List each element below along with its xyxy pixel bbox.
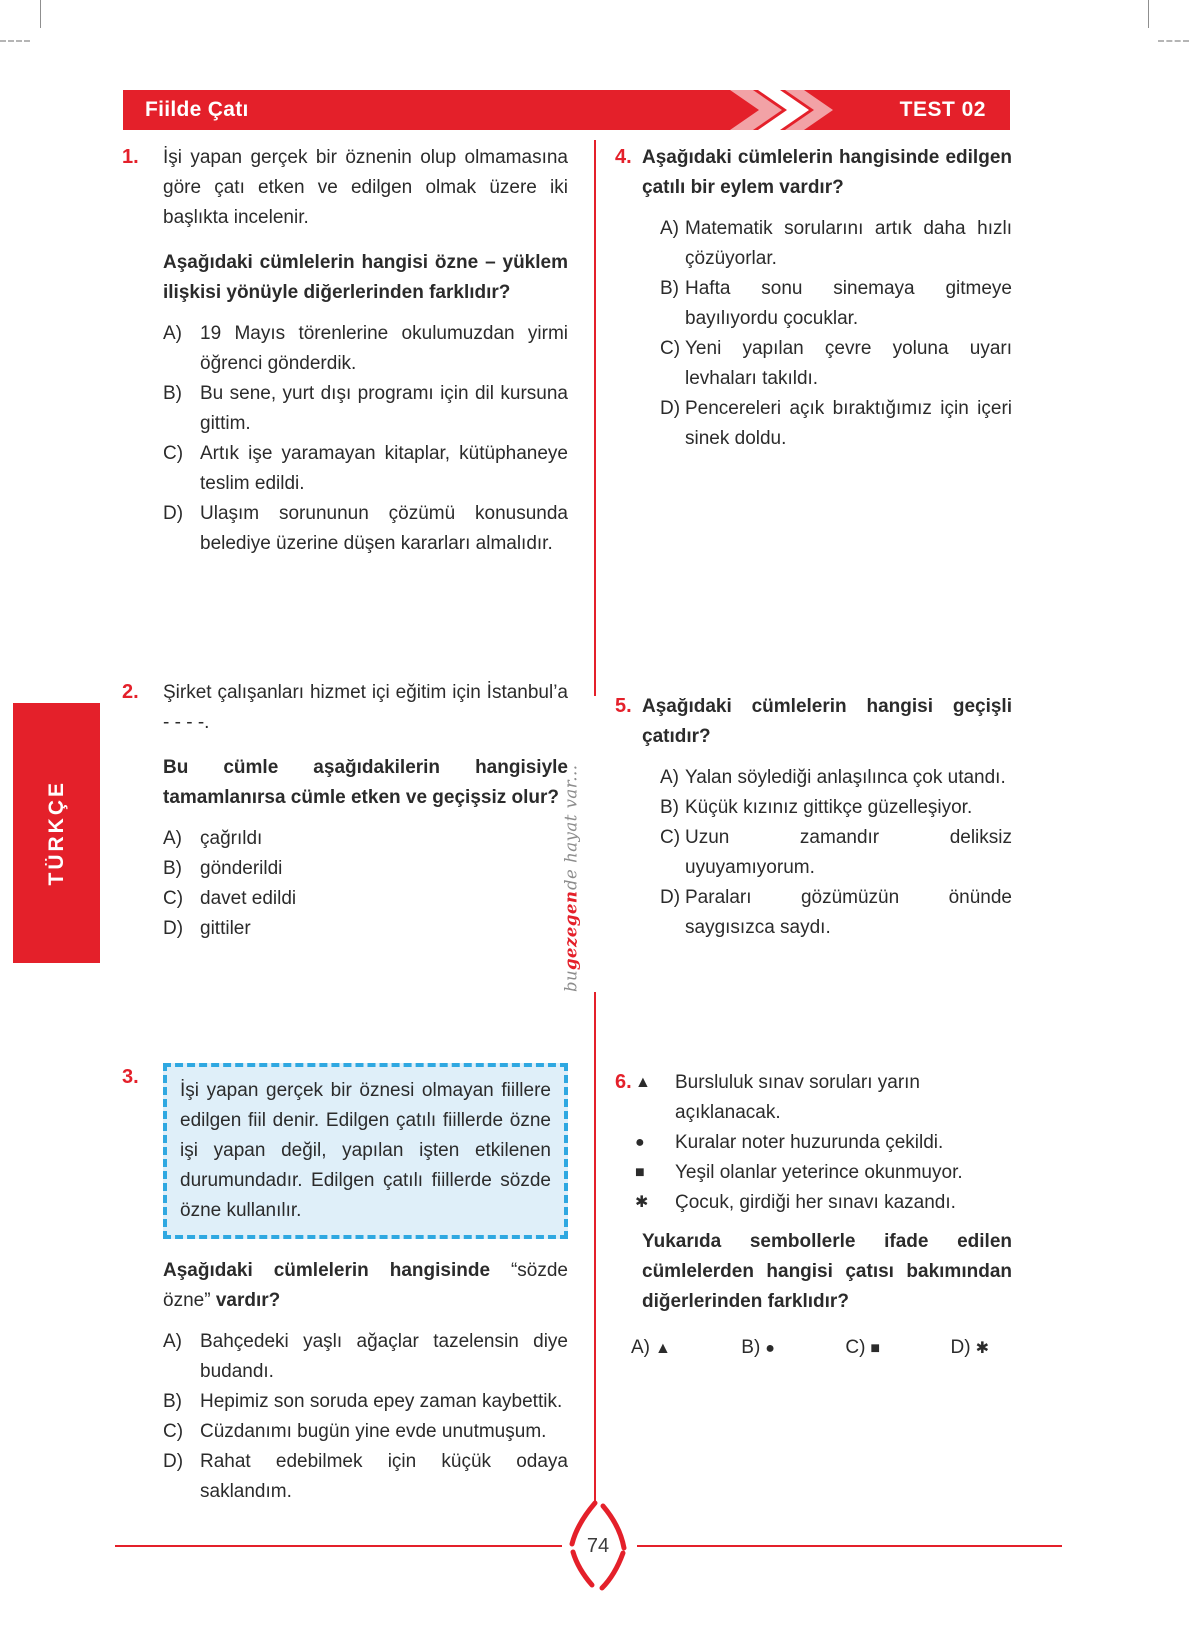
question-3-bold-2: vardır? xyxy=(215,1290,281,1311)
option-letter: B) xyxy=(163,858,182,879)
question-2-text: Bu cümle aşağıdakilerin hangisiyle tamamlanırsa cümle etken ve geçişsiz olur? xyxy=(163,757,568,808)
option-text: Matematik sorularını artık daha hızlı çözüyorlar. xyxy=(685,218,1012,269)
option-row-a xyxy=(660,763,1012,793)
option-text: Paraları gözümüzün önünde saygısızca saydı. xyxy=(685,887,1012,938)
option-row-d xyxy=(163,1447,568,1507)
option-row-a xyxy=(163,1327,568,1387)
square-icon: ■ xyxy=(870,1340,881,1357)
watermark-part-1: bu xyxy=(561,969,581,992)
crop-mark-top-right-vertical xyxy=(1148,0,1149,28)
question-3-number: 3. xyxy=(122,1066,139,1088)
page-number-badge xyxy=(566,1499,630,1593)
option-text: Yeni yapılan çevre yoluna uyarı levhaları takıldı. xyxy=(685,338,1012,389)
chevron-right-icon xyxy=(730,90,842,130)
statement-text: Bursluluk sınav soruları yarın açıklanacak. xyxy=(675,1072,920,1123)
option-row-c xyxy=(163,1417,568,1447)
square-icon: ■ xyxy=(635,1164,645,1181)
question-3-quoted-term: “sözde özne” xyxy=(163,1260,568,1311)
option-text: Bahçedeki yaşlı ağaçlar tazelensin diye budandı. xyxy=(200,1331,568,1382)
question-3-options xyxy=(163,1327,568,1507)
option-text: çağrıldı xyxy=(200,828,263,849)
answer-letter: C) xyxy=(845,1337,866,1358)
page-number: 74 xyxy=(586,1534,610,1557)
question-5 xyxy=(615,692,1012,943)
question-4-options xyxy=(660,214,1012,454)
option-text: Uzun zamandır deliksiz uyuyamıyorum. xyxy=(685,827,1012,878)
option-text: Artık işe yaramayan kitaplar, kütüphaneye teslim edildi. xyxy=(200,443,568,494)
question-1-intro: İşi yapan gerçek bir öznenin olup olmamasına göre çatı etken ve edilgen olmak üzere iki başlıkta incelenir. xyxy=(163,147,568,228)
option-letter: C) xyxy=(163,443,184,464)
option-letter: C) xyxy=(660,338,681,359)
crop-mark-top-right-dashed xyxy=(1158,40,1189,42)
option-text: Yalan söylediği anlaşılınca çok utandı. xyxy=(685,767,1006,788)
option-row-d xyxy=(163,914,568,944)
subject-tab-turkce xyxy=(13,703,100,963)
option-text: Cüzdanımı bugün yine evde unutmuşum. xyxy=(200,1421,547,1442)
option-text: Pencereleri açık bıraktığımız için içeri sinek doldu. xyxy=(685,398,1012,449)
answer-letter: A) xyxy=(631,1337,650,1358)
definition-box: İşi yapan gerçek bir öznesi olmayan fiillere edilgen fiil denir. Edilgen çatılı fiillerde özne işi yapan değil, yapılan işten etkilenen durumundadır. Edilgen çatılı fiillerde sözde özne kullanılır. xyxy=(163,1063,568,1239)
option-letter: D) xyxy=(163,918,184,939)
question-6-answer-choices xyxy=(631,1333,989,1364)
option-row-c xyxy=(660,334,1012,394)
question-3 xyxy=(122,1063,568,1507)
test-number-label: TEST 02 xyxy=(899,98,986,121)
option-row-a xyxy=(660,214,1012,274)
triangle-icon: ▲ xyxy=(655,1340,671,1357)
option-letter: C) xyxy=(163,1421,184,1442)
option-row-d xyxy=(163,499,568,559)
option-row-b xyxy=(660,793,1012,823)
question-3-text xyxy=(163,1256,568,1316)
option-row-d xyxy=(660,883,1012,943)
column-divider-top xyxy=(594,140,596,696)
question-6-number: 6. xyxy=(615,1071,632,1093)
question-6-statements xyxy=(635,1068,1012,1218)
option-row-a xyxy=(163,824,568,854)
answer-letter: D) xyxy=(950,1337,971,1358)
option-text: Hepimiz son soruda epey zaman kaybettik. xyxy=(200,1391,563,1412)
statement-row xyxy=(635,1188,1012,1218)
option-letter: B) xyxy=(660,797,679,818)
option-text: gönderildi xyxy=(200,858,283,879)
answer-choice-c xyxy=(845,1333,880,1364)
column-divider-bottom xyxy=(594,992,596,1504)
page-title: Fiilde Çatı xyxy=(145,98,249,121)
question-4-text: Aşağıdaki cümlelerin hangisinde edilgen çatılı bir eylem vardır? xyxy=(642,147,1012,198)
question-1-options xyxy=(163,319,568,559)
option-letter: C) xyxy=(660,827,681,848)
option-text: 19 Mayıs törenlerine okulumuzdan yirmi öğrenci gönderdik. xyxy=(200,323,568,374)
footer-rule-right xyxy=(637,1545,1062,1547)
answer-choice-d xyxy=(951,1333,989,1364)
option-letter: A) xyxy=(660,767,679,788)
option-row-c xyxy=(163,884,568,914)
circle-icon: ● xyxy=(765,1340,775,1357)
option-letter: B) xyxy=(660,278,679,299)
statement-text: Çocuk, girdiği her sınavı kazandı. xyxy=(675,1192,956,1213)
crop-mark-top-left-vertical xyxy=(40,0,41,28)
option-letter: C) xyxy=(163,888,184,909)
option-letter: D) xyxy=(660,887,681,908)
statement-row xyxy=(635,1128,1012,1158)
statement-text: Yeşil olanlar yeterince okunmuyor. xyxy=(675,1162,963,1183)
question-2-options xyxy=(163,824,568,944)
answer-choice-a xyxy=(631,1333,671,1364)
question-1-number: 1. xyxy=(122,146,139,168)
option-row-b xyxy=(163,379,568,439)
option-row-b xyxy=(660,274,1012,334)
option-row-c xyxy=(660,823,1012,883)
option-letter: D) xyxy=(163,1451,184,1472)
triangle-icon: ▲ xyxy=(635,1074,651,1091)
answer-letter: B) xyxy=(741,1337,761,1358)
option-letter: A) xyxy=(163,1331,182,1352)
option-text: Hafta sonu sinemaya gitmeye bayılıyordu çocuklar. xyxy=(685,278,1012,329)
option-row-c xyxy=(163,439,568,499)
option-text: Ulaşım sorununun çözümü konusunda belediye üzerine düşen kararları almalıdır. xyxy=(200,503,568,554)
watermark-part-2: gezegen xyxy=(561,890,581,970)
option-text: gittiler xyxy=(200,918,251,939)
star-icon: ✱ xyxy=(975,1340,989,1357)
question-5-number: 5. xyxy=(615,695,632,717)
statement-text: Kuralar noter huzurunda çekildi. xyxy=(675,1132,944,1153)
option-letter: A) xyxy=(660,218,679,239)
question-5-text: Aşağıdaki cümlelerin hangisi geçişli çatıdır? xyxy=(642,696,1012,747)
option-letter: B) xyxy=(163,383,182,404)
question-5-options xyxy=(660,763,1012,943)
crop-mark-top-left-dashed xyxy=(0,40,30,42)
question-2-intro: Şirket çalışanları hizmet içi eğitim için İstanbul’a - - - -. xyxy=(163,682,568,733)
question-2 xyxy=(122,678,568,944)
option-text: Rahat edebilmek için küçük odaya saklandım. xyxy=(200,1451,568,1502)
option-letter: A) xyxy=(163,828,182,849)
option-letter: D) xyxy=(163,503,184,524)
option-letter: D) xyxy=(660,398,681,419)
page-header-banner xyxy=(123,90,1010,130)
option-row-b xyxy=(163,854,568,884)
question-1 xyxy=(122,143,568,559)
question-1-text: Aşağıdaki cümlelerin hangisi özne – yüklem ilişkisi yönüyle diğerlerinden farklıdır? xyxy=(163,252,568,303)
question-4 xyxy=(615,143,1012,454)
question-6-text: Yukarıda sembollerle ifade edilen cümlelerden hangisi çatısı bakımından diğerlerinden farklıdır? xyxy=(642,1231,1012,1312)
option-row-a xyxy=(163,319,568,379)
option-row-b xyxy=(163,1387,568,1417)
answer-choice-b xyxy=(741,1333,775,1364)
watermark-part-3: de hayat var... xyxy=(561,764,581,891)
question-3-bold-1: Aşağıdaki cümlelerin hangisinde xyxy=(163,1260,511,1281)
question-2-number: 2. xyxy=(122,681,139,703)
option-row-d xyxy=(660,394,1012,454)
footer-rule-left xyxy=(115,1545,562,1547)
question-4-number: 4. xyxy=(615,146,632,168)
circle-icon: ● xyxy=(635,1134,645,1151)
question-6 xyxy=(615,1068,1012,1364)
option-letter: B) xyxy=(163,1391,182,1412)
star-icon: ✱ xyxy=(635,1194,649,1211)
statement-row xyxy=(635,1158,1012,1188)
option-text: Bu sene, yurt dışı programı için dil kursuna gittim. xyxy=(200,383,568,434)
statement-row xyxy=(635,1068,1012,1128)
option-text: davet edildi xyxy=(200,888,297,909)
subject-tab-label: TÜRKÇE xyxy=(44,780,68,886)
option-letter: A) xyxy=(163,323,182,344)
option-text: Küçük kızınız gittikçe güzelleşiyor. xyxy=(685,797,973,818)
